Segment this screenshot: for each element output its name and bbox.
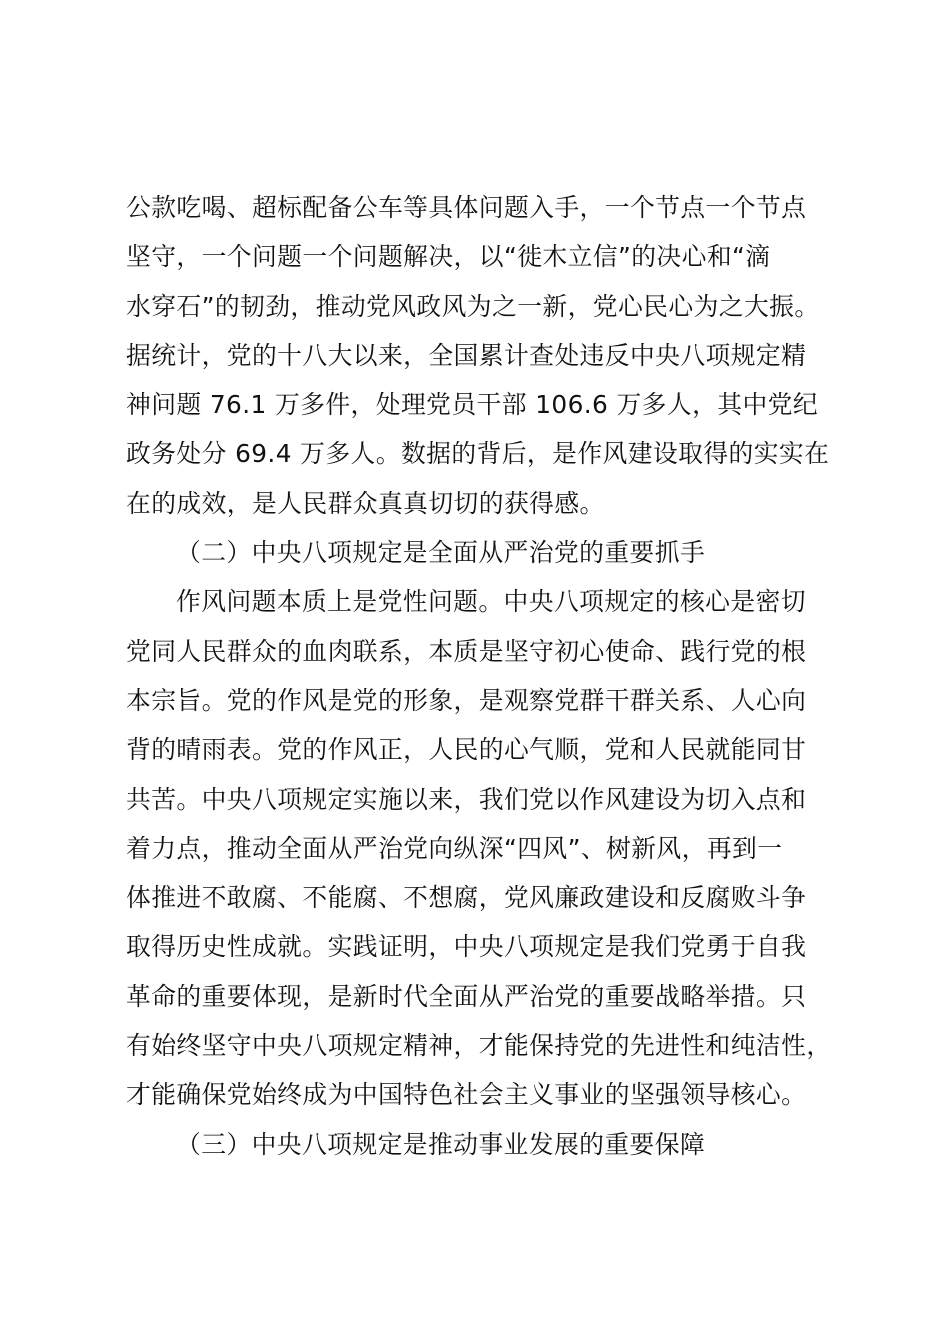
- text-line: 水穿石”的韧劲，推动党风政风为之一新，党心民心为之大振。: [126, 291, 820, 321]
- text-line: 才能确保党始终成为中国特色社会主义事业的坚强领导核心。: [126, 1080, 807, 1110]
- section-heading: （二）中央八项规定是全面从严治党的重要抓手: [176, 538, 706, 568]
- text-line: 本宗旨。党的作风是党的形象，是观察党群干群关系、人心向: [126, 685, 807, 715]
- section-heading: （三）中央八项规定是推动事业发展的重要保障: [176, 1129, 706, 1159]
- text-line: 坚守，一个问题一个问题解决，以“徙木立信”的决心和“滴: [126, 242, 771, 272]
- body-text: [126, 183, 846, 1169]
- text-line: 革命的重要体现，是新时代全面从严治党的重要战略举措。只: [126, 981, 807, 1011]
- text-line: 体推进不敢腐、不能腐、不想腐，党风廉政建设和反腐败斗争: [126, 883, 807, 913]
- text-line: 着力点，推动全面从严治党向纵深“四风”、树新风，再到一: [126, 833, 783, 863]
- text-line: 有始终坚守中央八项规定精神，才能保持党的先进性和纯洁性，: [126, 1031, 832, 1061]
- text-line: 取得历史性成就。实践证明，中央八项规定是我们党勇于自我: [126, 932, 807, 962]
- text-line: 神问题 76.1 万多件，处理党员干部 106.6 万多人，其中党纪: [126, 390, 819, 420]
- text-line: 在的成效，是人民群众真真切切的获得感。: [126, 488, 605, 518]
- text-line: 共苦。中央八项规定实施以来，我们党以作风建设为切入点和: [126, 784, 807, 814]
- text-line: 公款吃喝、超标配备公车等具体问题入手，一个节点一个节点: [126, 193, 807, 222]
- text-line: 政务处分 69.4 万多人。数据的背后，是作风建设取得的实实在: [126, 439, 830, 469]
- text-line: 作风问题本质上是党性问题。中央八项规定的核心是密切: [176, 587, 806, 617]
- text-line: 据统计，党的十八大以来，全国累计查处违反中央八项规定精: [126, 340, 807, 370]
- text-line: 党同人民群众的血肉联系，本质是坚守初心使命、践行党的根: [126, 636, 807, 666]
- text-line: 背的晴雨表。党的作风正，人民的心气顺，党和人民就能同甘: [126, 735, 807, 765]
